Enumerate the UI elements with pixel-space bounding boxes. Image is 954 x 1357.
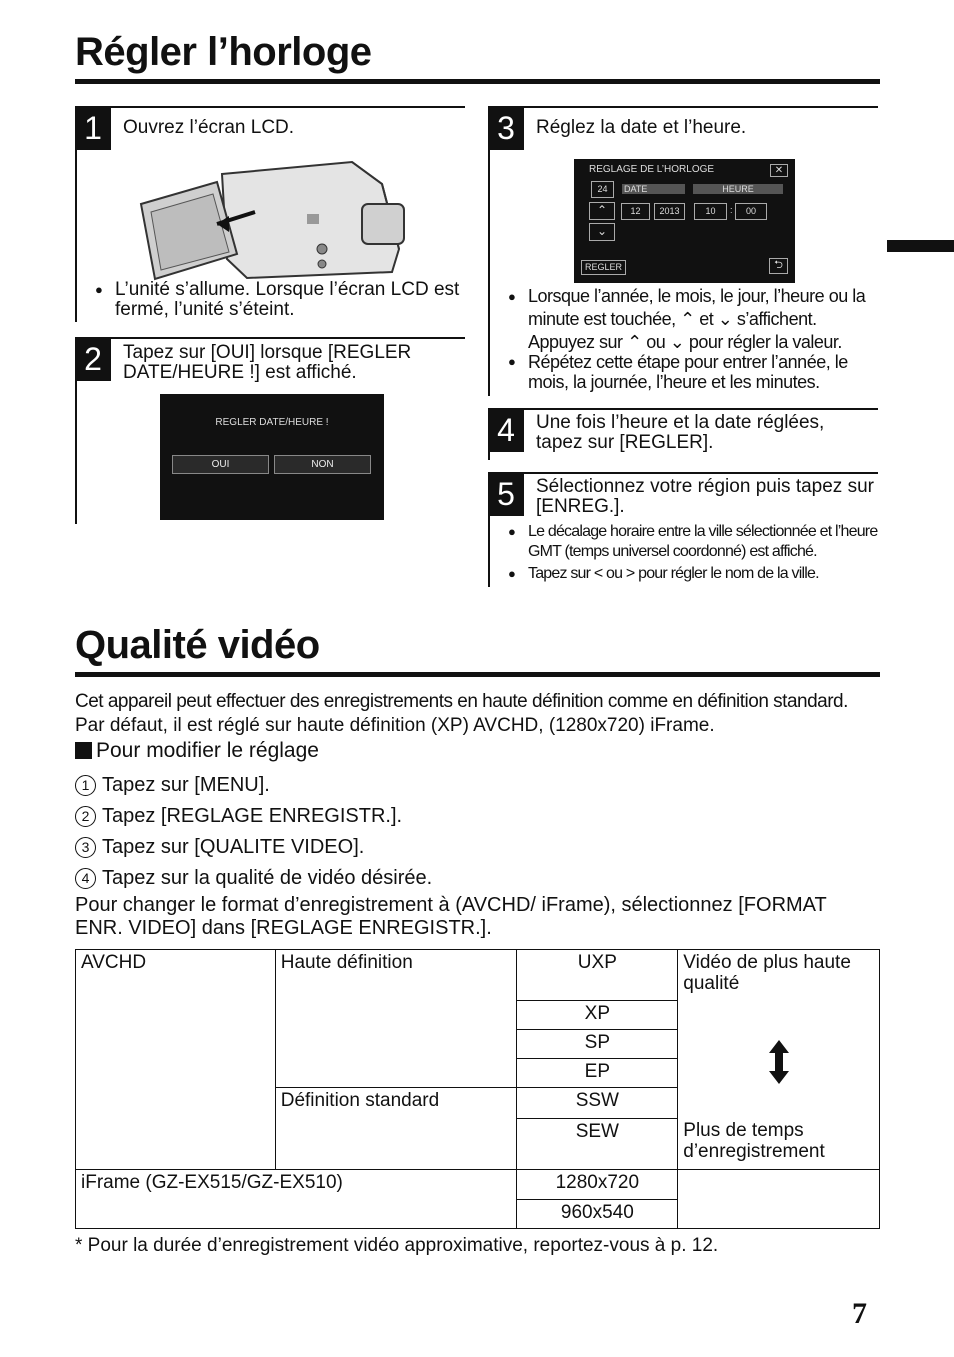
table-cell: EP (517, 1059, 678, 1088)
down-chevron-icon: ⌄ (669, 332, 685, 352)
section-title: Qualité vidéo (75, 623, 320, 667)
step-2 (75, 337, 465, 524)
list-item: 4 Tapez sur la qualité de vidéo désirée. (75, 863, 432, 894)
title-rule (75, 79, 880, 84)
procedure-list (75, 770, 432, 894)
day-field[interactable]: 24 (591, 181, 614, 198)
table-cell: Haute définition (275, 950, 517, 1088)
month-field[interactable]: 12 (621, 203, 650, 220)
format-note: Pour changer le format d’enregistrement à (AVCHD/ iFrame), sélectionnez [FORMAT ENR. VIDEO] dans [REGLAGE ENREGISTR.]. (75, 894, 827, 939)
quality-table (75, 949, 880, 1229)
title-rule (75, 672, 880, 677)
back-icon[interactable]: ⮌ (769, 258, 788, 274)
right-chevron-icon: > (625, 565, 635, 582)
down-arrow-icon[interactable]: ⌄ (589, 223, 615, 241)
bullet: ● Lorsque l’année, le mois, le jour, l’heure ou la minute est touchée, ⌃ et ⌄ s’affichent. Appuyez sur ⌃ ou ⌄ pour régler la valeur. (508, 285, 880, 354)
non-button[interactable]: NON (274, 455, 371, 474)
regler-button[interactable]: REGLER (581, 260, 626, 275)
longest-time-label: Plus de temps d’enregistrement (683, 1120, 825, 1162)
list-item: 1 Tapez sur [MENU]. (75, 770, 432, 801)
step-text: Une fois l’heure et la date réglées, tapez sur [REGLER]. (536, 412, 825, 453)
table-cell: SSW (517, 1088, 678, 1119)
left-chevron-icon: < (593, 565, 603, 582)
table-cell: SP (517, 1030, 678, 1059)
close-icon[interactable]: ✕ (770, 164, 788, 177)
side-tab-marker (887, 240, 954, 252)
subheading: Pour modifier le réglage (75, 739, 319, 763)
step-number: 4 (488, 408, 524, 452)
step-4 (488, 408, 878, 460)
list-item: 3 Tapez sur [QUALITE VIDEO]. (75, 832, 432, 863)
lcd-title: REGLER DATE/HEURE ! (215, 417, 329, 428)
oui-button[interactable]: OUI (172, 455, 269, 474)
table-cell: UXP (517, 950, 678, 1001)
step-text: Réglez la date et l’heure. (536, 117, 747, 138)
square-bullet-icon (75, 742, 92, 759)
table-cell: Définition standard (275, 1088, 517, 1170)
step-number: 5 (488, 472, 524, 516)
page-title: Régler l’horloge (75, 30, 372, 74)
step-number: 1 (75, 106, 111, 150)
table-cell: SEW (517, 1119, 678, 1170)
footnote: * Pour la durée d’enregistrement vidéo approximative, reportez-vous à p. 12. (75, 1235, 719, 1256)
step-text: Tapez sur [OUI] lorsque [REGLER DATE/HEURE !] est affiché. (123, 342, 412, 383)
time-separator: : (730, 205, 733, 215)
up-chevron-icon: ⌃ (680, 309, 695, 329)
table-cell: XP (517, 1001, 678, 1030)
step-5 (488, 472, 878, 587)
table-cell (678, 1170, 880, 1229)
table-cell: 960x540 (517, 1200, 678, 1229)
minute-field[interactable]: 00 (735, 203, 767, 220)
year-field[interactable]: 2013 (654, 203, 685, 220)
up-chevron-icon: ⌃ (627, 332, 642, 352)
bullet: ● L’unité s’allume. Lorsque l’écran LCD est fermé, l’unité s’éteint. (95, 280, 465, 320)
lcd-title: REGLAGE DE L’HORLOGE (589, 164, 715, 175)
step-number: 3 (488, 106, 524, 150)
intro-line-2: Par défaut, il est réglé sur haute définition (XP) AVCHD, (1280x720) iFrame. (75, 715, 715, 736)
down-chevron-icon: ⌄ (717, 309, 733, 329)
list-item: 2 Tapez [REGLAGE ENREGISTR.]. (75, 801, 432, 832)
date-label: DATE (622, 184, 685, 194)
lcd-clock-setting (574, 159, 795, 283)
step-text: Ouvrez l’écran LCD. (123, 117, 295, 138)
best-quality-label: Vidéo de plus haute qualité (683, 952, 851, 994)
lcd-date-prompt (160, 394, 384, 520)
hour-field[interactable]: 10 (694, 203, 727, 220)
step-text: Sélectionnez votre région puis tapez sur [ENREG.]. (536, 476, 874, 517)
quality-scale-cell (678, 950, 880, 1170)
intro-line-1: Cet appareil peut effectuer des enregistrements en haute définition comme en définition standard. (75, 691, 848, 712)
step-3 (488, 106, 878, 396)
camcorder-illustration (137, 154, 412, 284)
table-cell: 1280x720 (517, 1170, 678, 1200)
table-cell: iFrame (GZ-EX515/GZ-EX510) (76, 1170, 517, 1229)
page-number: 7 (852, 1297, 867, 1330)
bullet: ● Le décalage horaire entre la ville sélectionnée et l’heure GMT (temps universel coordonné) est affiché. (508, 522, 880, 562)
up-arrow-icon[interactable]: ⌃ (589, 202, 615, 220)
step-number: 2 (75, 337, 111, 381)
bullet: ● Tapez sur < ou > pour régler le nom de la ville. (508, 564, 880, 584)
step-1 (75, 106, 465, 322)
time-label: HEURE (693, 184, 783, 194)
double-arrow-icon (768, 1040, 790, 1084)
table-cell: AVCHD (76, 950, 276, 1170)
bullet: ● Répétez cette étape pour entrer l’année, le mois, la journée, l’heure et les minutes. (508, 352, 880, 392)
